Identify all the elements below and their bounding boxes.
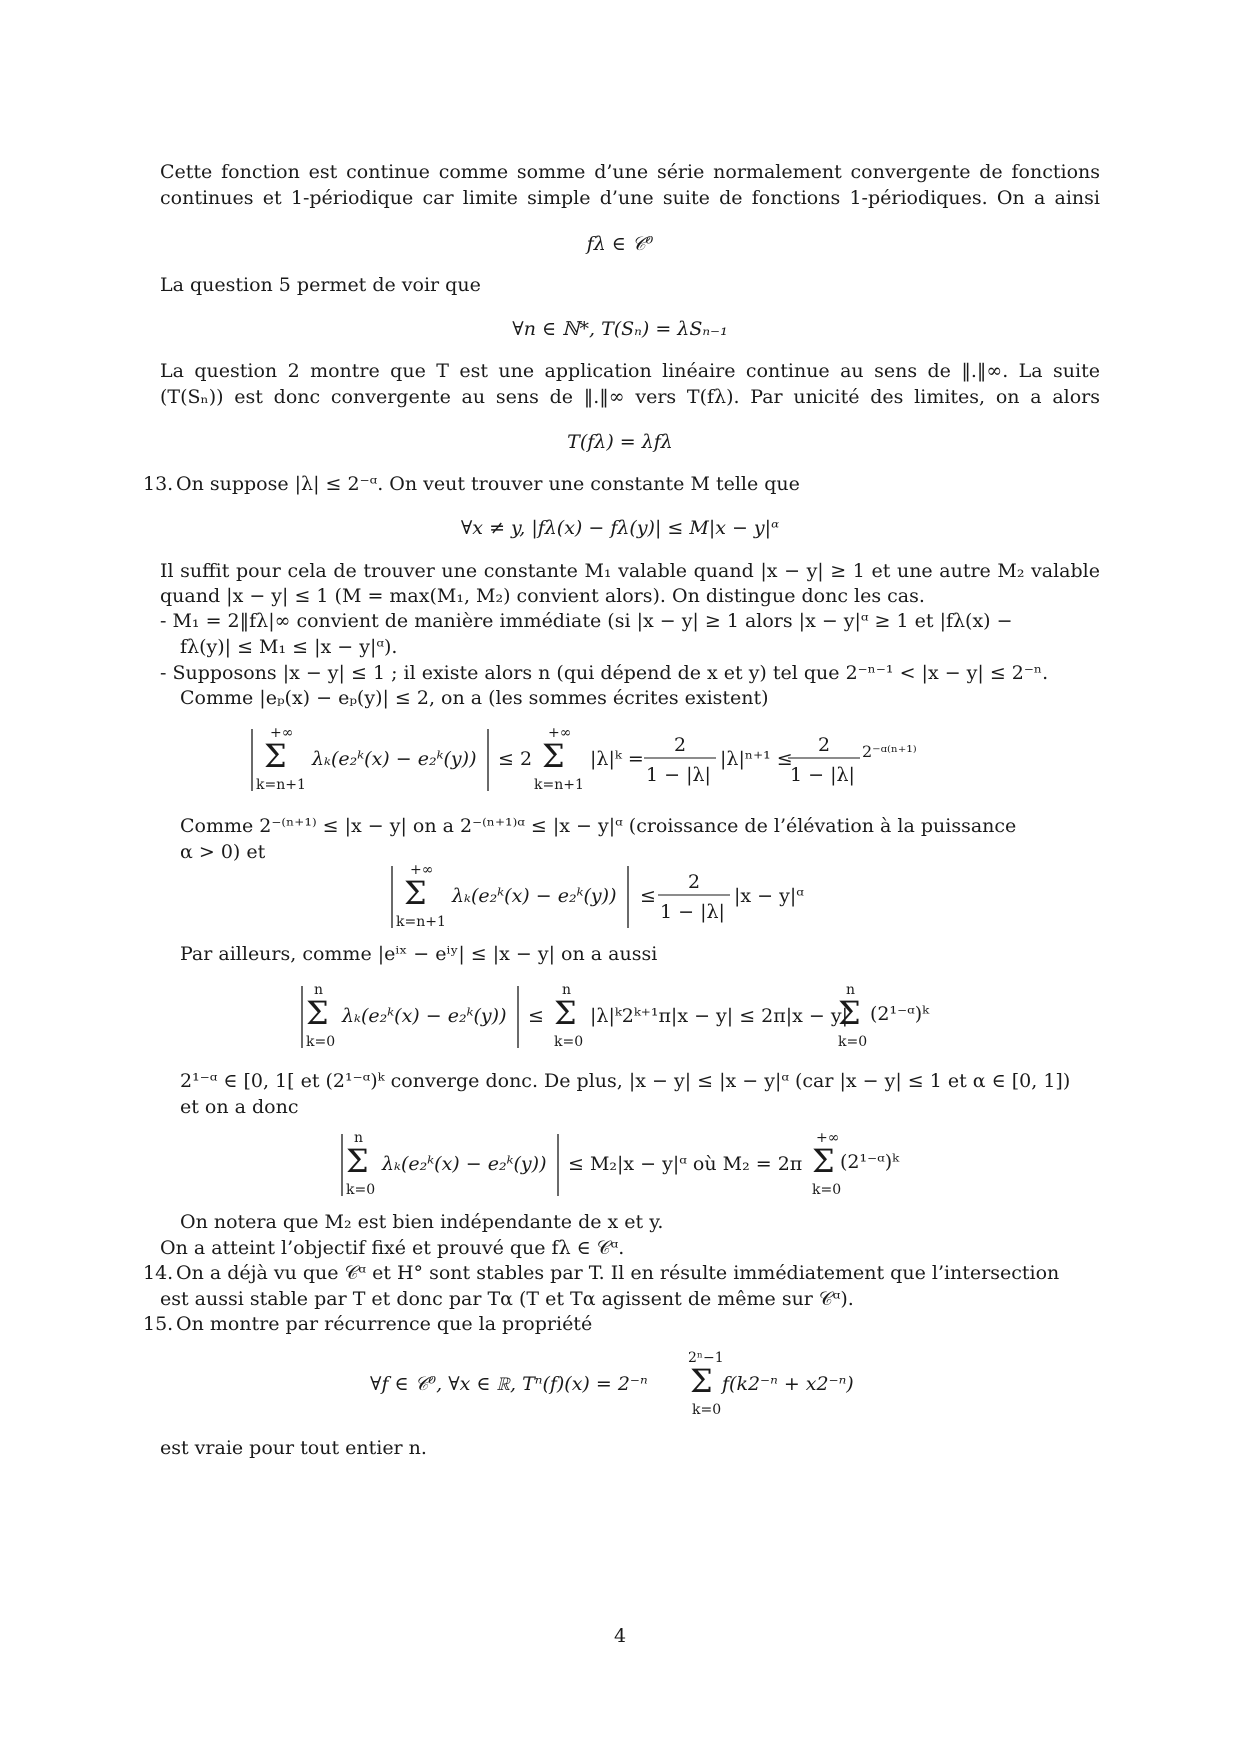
svg-text:≤: ≤ <box>528 1005 544 1027</box>
svg-text:Σ: Σ <box>264 737 287 775</box>
svg-text:k=0: k=0 <box>346 1182 376 1198</box>
svg-text:n: n <box>846 982 856 998</box>
svg-text:k=0: k=0 <box>812 1182 842 1198</box>
paragraph-line: α > 0) et <box>180 841 266 863</box>
sum-upper: +∞ <box>270 725 294 741</box>
bullet-line: - M₁ = 2‖fλ|∞ convient de manière immédiate (si |x − y| ≥ 1 alors |x − y|ᵅ ≥ 1 et |fλ(x) − <box>160 610 1013 632</box>
svg-text:k=0: k=0 <box>838 1034 868 1050</box>
paragraph-line: est aussi stable par T et donc par Tα (T et Tα agissent de même sur 𝒞ᵅ). <box>160 1288 854 1310</box>
svg-text:k=n+1: k=n+1 <box>534 777 584 793</box>
item-number: 15. <box>143 1313 174 1335</box>
paragraph-line: Cette fonction est continue comme somme d’une série normalement convergente de fonctions <box>160 161 1100 183</box>
svg-text:f(k2⁻ⁿ + x2⁻ⁿ): f(k2⁻ⁿ + x2⁻ⁿ) <box>722 1373 854 1395</box>
svg-text:n: n <box>314 982 324 998</box>
bullet-line: Comme |eₚ(x) − eₚ(y)| ≤ 2, on a (les sommes écrites existent) <box>180 687 769 709</box>
svg-text:(2¹⁻ᵅ)ᵏ: (2¹⁻ᵅ)ᵏ <box>870 1003 930 1025</box>
svg-text:|λ|ᵏ2ᵏ⁺¹π|x − y| ≤ 2π|x − y|: |λ|ᵏ2ᵏ⁺¹π|x − y| ≤ 2π|x − y| <box>590 1005 849 1027</box>
equation-tail-bound-2 <box>0 862 1240 932</box>
equation-m2-bound <box>0 1130 1240 1200</box>
svg-text:2⁻ᵅ⁽ⁿ⁺¹⁾: 2⁻ᵅ⁽ⁿ⁺¹⁾ <box>862 742 917 761</box>
bullet-line: - Supposons |x − y| ≤ 1 ; il existe alors n (qui dépend de x et y) tel que 2⁻ⁿ⁻¹ < |x − y| ≤ 2⁻ⁿ. <box>160 662 1049 684</box>
equation-partial-bound <box>0 982 1240 1052</box>
paragraph-line: est vraie pour tout entier n. <box>160 1437 427 1459</box>
svg-text:∀f ∈ 𝒞⁰, ∀x ∈ ℝ, Tⁿ(f)(x) =: ∀f ∈ 𝒞⁰, ∀x ∈ ℝ, Tⁿ(f)(x) = 2⁻ⁿ <box>370 1373 648 1395</box>
sum-term: λₖ(e₂ᵏ(x) − e₂ᵏ(y)) <box>312 748 477 770</box>
svg-text:Σ: Σ <box>306 994 329 1032</box>
svg-text:k=0: k=0 <box>554 1034 584 1050</box>
paragraph-line: continues et 1-périodique car limite simple d’une suite de fonctions 1-périodiques. On a ainsi <box>160 187 1100 209</box>
svg-text:n: n <box>562 982 572 998</box>
sum-lower: k=n+1 <box>256 777 306 793</box>
svg-text:2: 2 <box>674 734 687 756</box>
svg-text:|λ|ᵏ =: |λ|ᵏ = <box>590 748 644 770</box>
equation-tail-bound-1 <box>0 725 1240 795</box>
svg-text:|λ|ⁿ⁺¹ ≤: |λ|ⁿ⁺¹ ≤ <box>720 748 793 770</box>
page-number: 4 <box>613 1625 627 1647</box>
paragraph-line: Il suffit pour cela de trouver une constante M₁ valable quand |x − y| ≥ 1 et une autre M₂ valable <box>160 560 1100 582</box>
svg-text:Σ: Σ <box>404 874 427 912</box>
svg-text:|x − y|ᵅ: |x − y|ᵅ <box>734 885 804 907</box>
item-number: 13. <box>143 473 174 495</box>
svg-text:2ⁿ−1: 2ⁿ−1 <box>688 1350 724 1366</box>
paragraph-line: La question 5 permet de voir que <box>160 274 481 296</box>
svg-text:(2¹⁻ᵅ)ᵏ: (2¹⁻ᵅ)ᵏ <box>840 1151 900 1173</box>
svg-text:Σ: Σ <box>554 994 577 1032</box>
paragraph-line: On notera que M₂ est bien indépendante de x et y. <box>180 1211 664 1233</box>
svg-text:Σ: Σ <box>542 737 565 775</box>
svg-text:2: 2 <box>688 871 701 893</box>
svg-text:+∞: +∞ <box>410 862 434 878</box>
equation-t-of-sn: ∀n ∈ ℕ*, T(Sₙ) = λSₙ₋₁ <box>512 318 728 340</box>
equation-eigen: T(fλ) = λfλ <box>567 431 673 453</box>
svg-text:k=0: k=0 <box>306 1034 336 1050</box>
paragraph-line: (T(Sₙ)) est donc convergente au sens de ‖.‖∞ vers T(fλ). Par unicité des limites, on a alors <box>160 386 1100 408</box>
svg-text:1 − |λ|: 1 − |λ| <box>660 901 725 923</box>
svg-text:2: 2 <box>818 734 831 756</box>
svg-text:Σ: Σ <box>690 1362 713 1400</box>
svg-text:n: n <box>354 1130 364 1146</box>
paragraph-line: La question 2 montre que T est une application linéaire continue au sens de ‖.‖∞. La suite <box>160 360 1100 382</box>
paragraph-line: Comme 2⁻⁽ⁿ⁺¹⁾ ≤ |x − y| on a 2⁻⁽ⁿ⁺¹⁾ᵅ ≤ |x − y|ᵅ (croissance de l’élévation à la puissance <box>180 815 1017 837</box>
equation-f-lambda-in-c0: fλ ∈ 𝒞⁰ <box>586 233 654 255</box>
paragraph-line: quand |x − y| ≤ 1 (M = max(M₁, M₂) convient alors). On distingue donc les cas. <box>160 585 925 607</box>
svg-text:≤ M₂|x − y|ᵅ où M₂ = 2π: ≤ M₂|x − y|ᵅ où M₂ = 2π <box>568 1153 803 1175</box>
bullet-line: fλ(y)| ≤ M₁ ≤ |x − y|ᵅ). <box>180 636 398 658</box>
paragraph-line: On montre par récurrence que la propriété <box>176 1313 593 1335</box>
svg-text:+∞: +∞ <box>816 1130 840 1146</box>
paragraph-line: et on a donc <box>180 1096 299 1118</box>
svg-text:k=0: k=0 <box>692 1402 722 1418</box>
paragraph-line: On a déjà vu que 𝒞ᵅ et H° sont stables par T. Il en résulte immédiatement que l’intersection <box>176 1262 1060 1284</box>
paragraph-line: 2¹⁻ᵅ ∈ [0, 1[ et (2¹⁻ᵅ)ᵏ converge donc. De plus, |x − y| ≤ |x − y|ᵅ (car |x − y| ≤ 1 et α ∈ [0, 1]) <box>180 1070 1071 1092</box>
equation-recurrence-property <box>0 1350 1240 1420</box>
equation-holder-condition: ∀x ≠ y, |fλ(x) − fλ(y)| ≤ M|x − y|ᵅ <box>460 517 780 539</box>
svg-text:Σ: Σ <box>838 994 861 1032</box>
svg-text:≤ 2: ≤ 2 <box>498 748 533 770</box>
svg-text:1 − |λ|: 1 − |λ| <box>646 764 711 786</box>
svg-text:≤: ≤ <box>640 885 656 907</box>
svg-text:1 − |λ|: 1 − |λ| <box>790 764 855 786</box>
svg-text:k=n+1: k=n+1 <box>396 914 446 930</box>
svg-text:Σ: Σ <box>812 1142 835 1180</box>
svg-text:λₖ(e₂ᵏ(x) − e₂ᵏ(y)): λₖ(e₂ᵏ(x) − e₂ᵏ(y)) <box>452 885 617 907</box>
svg-text:λₖ(e₂ᵏ(x) − e₂ᵏ(y)): λₖ(e₂ᵏ(x) − e₂ᵏ(y)) <box>342 1005 507 1027</box>
item-number: 14. <box>143 1262 174 1284</box>
item-first-line: On suppose |λ| ≤ 2⁻ᵅ. On veut trouver une constante M telle que <box>176 473 800 495</box>
svg-text:+∞: +∞ <box>548 725 572 741</box>
paragraph-line: On a atteint l’objectif fixé et prouvé que fλ ∈ 𝒞ᵅ. <box>160 1237 625 1259</box>
paragraph-line: Par ailleurs, comme |eⁱˣ − eⁱʸ| ≤ |x − y| on a aussi <box>180 943 658 965</box>
svg-text:Σ: Σ <box>346 1142 369 1180</box>
svg-text:λₖ(e₂ᵏ(x) − e₂ᵏ(y)): λₖ(e₂ᵏ(x) − e₂ᵏ(y)) <box>382 1153 547 1175</box>
